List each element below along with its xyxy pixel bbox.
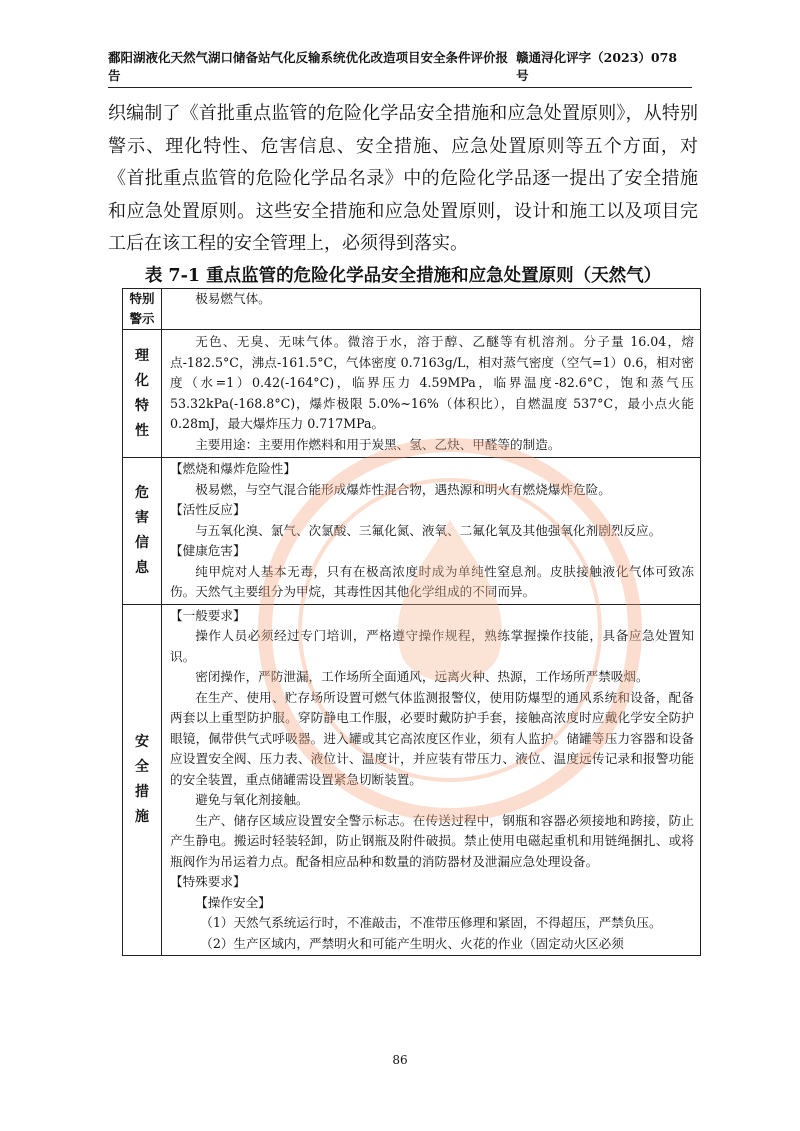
safety-operation-item-1: （1）天然气系统运行时，不准敲击，不准带压修理和紧固，不得超压，严禁负压。 — [200, 915, 662, 930]
safety-storage-text: 生产、储存区域应设置安全警示标志。在传送过程中，钢瓶和容器必须接地和跨接，防止产生静电。搬运时轻装轻卸，防止钢瓶及附件破损。禁止使用电磁起重机和用链绳捆扎、或将瓶阀作为吊运着力点。配备相应品种和数量的消防器材及泄漏应急处理设备。 — [170, 812, 694, 869]
table-row-warning — [123, 289, 701, 330]
content-cell-properties — [162, 330, 701, 458]
hazards-health-text: 纯甲烷对人基本无毒，只有在极高浓度时成为单纯性窒息剂。皮肤接触液化气体可致冻伤。天然气主要组分为甲烷，其毒性因其他化学组成的不同而异。 — [170, 563, 694, 599]
label-cell-properties — [123, 330, 162, 458]
safety-heading-general: 【一般要求】 — [170, 607, 246, 623]
label-properties: 理化特性 — [135, 347, 149, 439]
content-cell-warning — [162, 289, 701, 330]
page-number: 86 — [392, 1053, 408, 1067]
label-cell-warning — [123, 289, 162, 330]
safety-heading-operation: 【操作安全】 — [195, 894, 271, 910]
properties-usage: 主要用途：主要用作燃料和用于炭黑、氢、乙炔、甲醛等的制造。 — [195, 436, 561, 452]
hazards-heading-reactivity: 【活性反应】 — [170, 502, 246, 517]
label-safety: 安全措施 — [135, 733, 149, 825]
table-row-safety — [123, 604, 701, 956]
properties-text: 无色、无臭、无味气体。微溶于水，溶于醇、乙醚等有机溶剂。分子量 16.04，熔点-182.5°C，沸点-161.5°C，气体密度 0.7163g/L，相对蒸气密度（空气=1）0.6，相对密度（水=1）0.42(-164°C)，临界压力 4.59MPa，临界温度-82.6°C，饱和蒸气压 53.32kPa(-168.8°C)，爆炸极限 5.0%~16%（体积比），自燃温度 537°C，最小点火能 0.28mJ，最大爆炸压力 0.717MPa。 — [170, 334, 694, 431]
label-cell-safety — [123, 604, 162, 956]
hazard-measures-table — [122, 288, 701, 956]
safety-training-text: 操作人员必须经过专门培训，严格遵守操作规程，熟练掌握操作技能，具备应急处置知识。 — [170, 628, 694, 664]
hazards-reactivity-text: 与五氧化溴、氯气、次氯酸、三氟化氮、液氧、二氟化氧及其他强氧化剂剧烈反应。 — [195, 522, 662, 538]
page-header — [108, 50, 692, 88]
label-warning: 特别警示 — [129, 291, 155, 326]
table-row-properties — [123, 330, 701, 458]
safety-equipment-text: 在生产、使用、贮存场所设置可燃气体监测报警仪，使用防爆型的通风系统和设备，配备两套以上重型防护服。穿防静电工作服，必要时戴防护手套，接触高浓度时应戴化学安全防护眼镜，佩带供气式呼吸器。进入罐或其它高浓度区作业，须有人监护。储罐等压力容器和设备应设置安全阀、压力表、液位计、温度计，并应装有带压力、液位、温度远传记录和报警功能的安全装置，重点储罐需设置紧急切断装置。 — [170, 689, 694, 787]
hazards-heading-health: 【健康危害】 — [170, 543, 246, 558]
safety-operation-item-2: （2）生产区域内，严禁明火和可能产生明火、火花的作业（固定动火区必须 — [200, 935, 624, 951]
label-cell-hazards — [123, 458, 162, 605]
header-report-title: 鄱阳湖液化天然气湖口储备站气化反输系统优化改造项目安全条件评价报告 — [108, 50, 509, 83]
safety-ventilation-text: 密闭操作，严防泄漏，工作场所全面通风，远离火种、热源，工作场所严禁吸烟。 — [195, 669, 649, 684]
table-row-hazards — [123, 458, 701, 605]
safety-heading-special: 【特殊要求】 — [170, 874, 246, 889]
safety-oxidizer-text: 避免与氧化剂接触。 — [195, 792, 309, 807]
intro-paragraph: 织编制了《首批重点监管的危险化学品安全措施和应急处置原则》，从特别警示、理化特性、危害信息、安全措施、应急处置原则等五个方面，对《首批重点监管的危险化学品名录》中的危险化学品逐一提出了安全措施和应急处置原则。这些安全措施和应急处置原则，设计和施工以及项目完工后在该工程的安全管理上，必须得到落实。 — [108, 103, 698, 254]
label-hazards: 危害信息 — [135, 484, 149, 576]
content-cell-hazards — [162, 458, 701, 605]
hazards-heading-fire: 【燃烧和爆炸危险性】 — [170, 461, 296, 476]
table-caption: 表 7-1 重点监管的危险化学品安全措施和应急处置原则（天然气） — [144, 266, 662, 286]
hazards-fire-text: 极易燃，与空气混合能形成爆炸性混合物，遇热源和明火有燃烧爆炸危险。 — [195, 481, 611, 497]
content-cell-safety — [162, 604, 701, 956]
header-report-number: 赣通浔化评字（2023）078 号 — [516, 50, 678, 83]
warning-text: 极易燃气体。 — [195, 291, 271, 306]
